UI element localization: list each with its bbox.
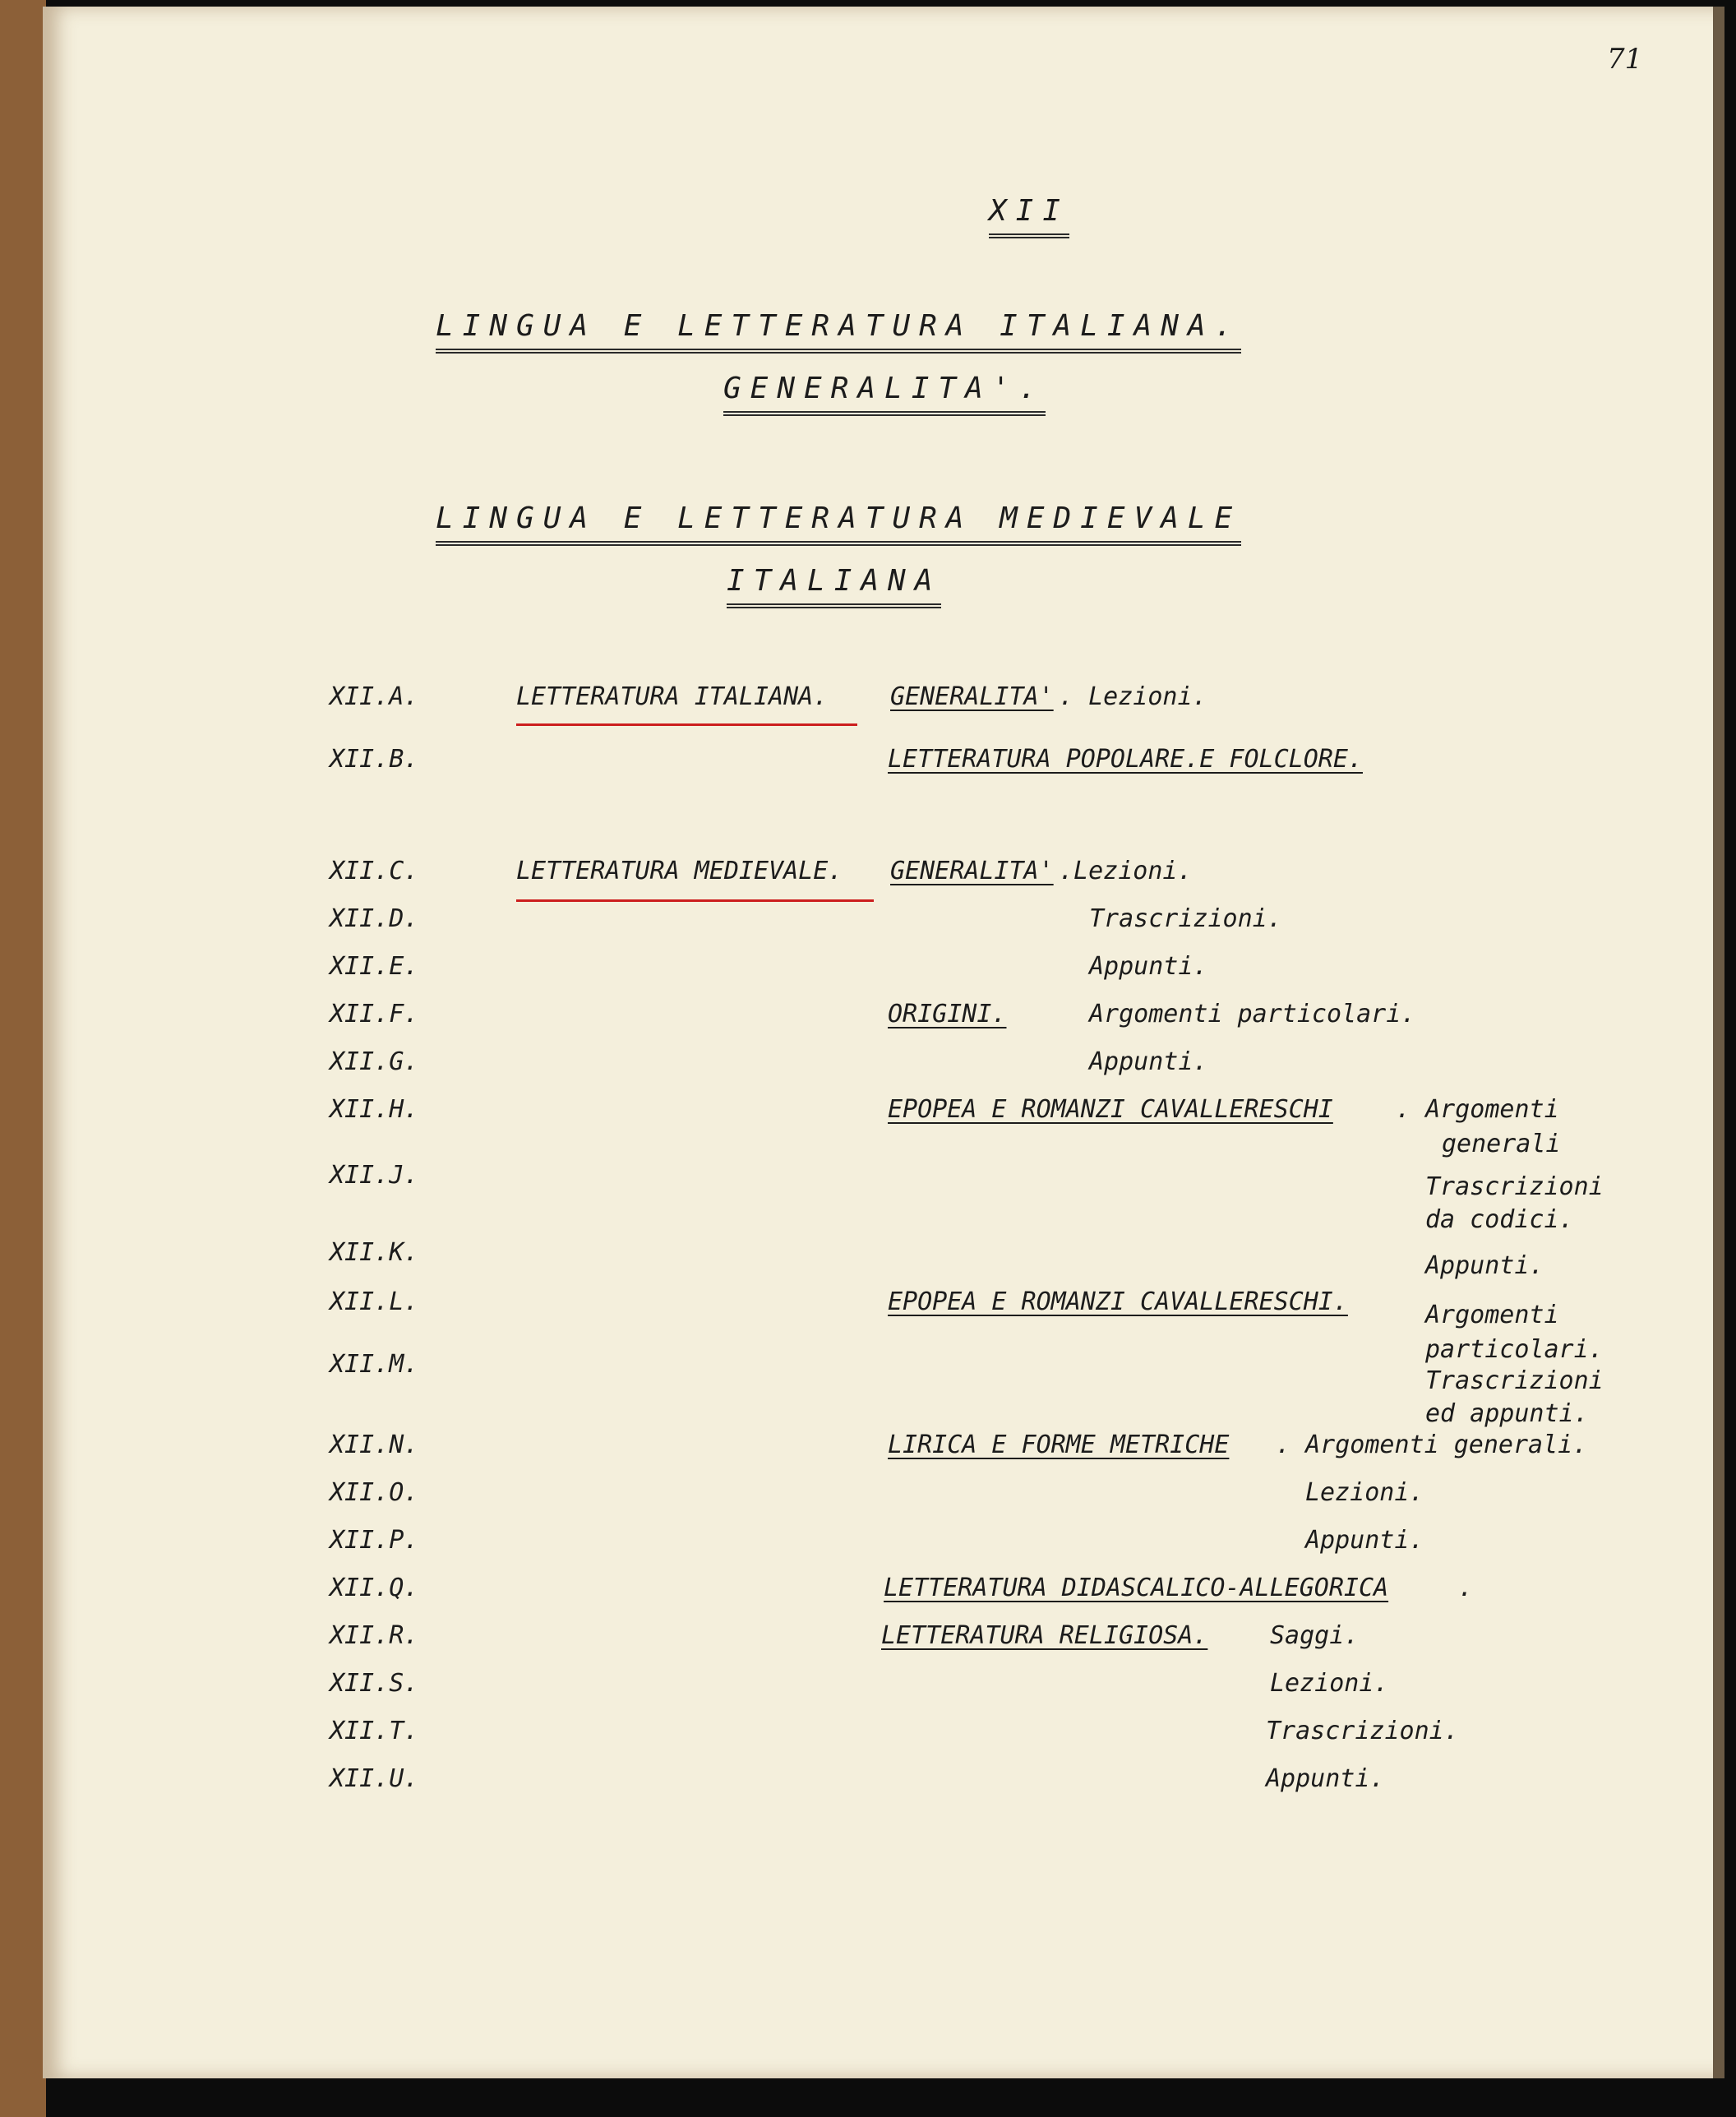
category-letteratura-italiana: LETTERATURA ITALIANA. [516,682,829,711]
subcat-letteratura-didascalico: LETTERATURA DIDASCALICO-ALLEGORICA [884,1574,1389,1602]
code-label: XII.F. [330,1000,419,1028]
code-label: XII.M. [330,1350,419,1379]
category-letteratura-medievale: LETTERATURA MEDIEVALE. [516,857,843,885]
code-label: XII.J. [330,1161,419,1190]
heading-title-line1: LINGUA E LETTERATURA ITALIANA. [436,309,1241,354]
entry-text: . Lezioni. [1059,682,1207,711]
entry-text: Lezioni. [1305,1478,1424,1507]
subcat-generalita: GENERALITA' [890,682,1054,711]
page-number: 71 [1607,43,1643,76]
code-label: XII.L. [330,1287,419,1316]
section-number: XII [989,194,1069,238]
entry-text: particolari. [1425,1335,1604,1364]
code-label: XII.T. [330,1717,419,1745]
entry-text: . Argomenti generali. [1276,1431,1588,1459]
entry-text: Lezioni. [1270,1669,1389,1698]
entry-text: Trascrizioni [1425,1172,1604,1201]
entry-text: . Argomenti [1396,1095,1559,1124]
subcat-epopea-romanzi: EPOPEA E ROMANZI CAVALLERESCHI [888,1095,1333,1124]
entry-text: Argomenti particolari. [1089,1000,1416,1028]
entry-text: Saggi. [1270,1621,1360,1650]
entry-text: . [1458,1574,1474,1602]
red-underline [516,899,874,902]
entry-text: Trascrizioni [1425,1366,1604,1395]
entry-text: da codici. [1425,1205,1574,1234]
code-label: XII.C. [330,857,419,885]
code-label: XII.N. [330,1431,419,1459]
code-label: XII.E. [330,952,419,981]
entry-text: ed appunti. [1425,1399,1589,1428]
code-label: XII.A. [330,682,419,711]
entry-text: Argomenti [1425,1301,1559,1329]
code-label: XII.H. [330,1095,419,1124]
code-label: XII.B. [330,745,419,774]
entry-text: Appunti. [1305,1526,1424,1555]
code-label: XII.U. [330,1764,419,1793]
code-label: XII.G. [330,1047,419,1076]
entry-text: Appunti. [1425,1251,1544,1280]
subcat-letteratura-popolare: LETTERATURA POPOLARE.E FOLCLORE. [888,745,1363,774]
subcat-generalita: GENERALITA' [890,857,1054,885]
entry-text: Trascrizioni. [1266,1717,1459,1745]
entry-text: generali [1442,1130,1561,1158]
code-label: XII.R. [330,1621,419,1650]
subcat-letteratura-religiosa: LETTERATURA RELIGIOSA. [881,1621,1208,1650]
red-underline [516,723,857,726]
entry-text: Appunti. [1089,952,1208,981]
entry-text: Trascrizioni. [1089,904,1282,933]
entry-text: Appunti. [1266,1764,1385,1793]
code-label: XII.P. [330,1526,419,1555]
subcat-origini: ORIGINI. [888,1000,1007,1028]
code-label: XII.K. [330,1238,419,1267]
heading-title-line2: GENERALITA'. [723,372,1046,416]
subcat-epopea-romanzi: EPOPEA E ROMANZI CAVALLERESCHI. [888,1287,1348,1316]
code-label: XII.S. [330,1669,419,1698]
code-label: XII.O. [330,1478,419,1507]
code-label: XII.Q. [330,1574,419,1602]
subcat-lirica-forme-metriche: LIRICA E FORME METRICHE [888,1431,1230,1459]
entry-text: .Lezioni. [1059,857,1193,885]
heading-title-line4: ITALIANA [727,564,941,608]
entry-text: Appunti. [1089,1047,1208,1076]
code-label: XII.D. [330,904,419,933]
heading-title-line3: LINGUA E LETTERATURA MEDIEVALE [436,502,1241,546]
